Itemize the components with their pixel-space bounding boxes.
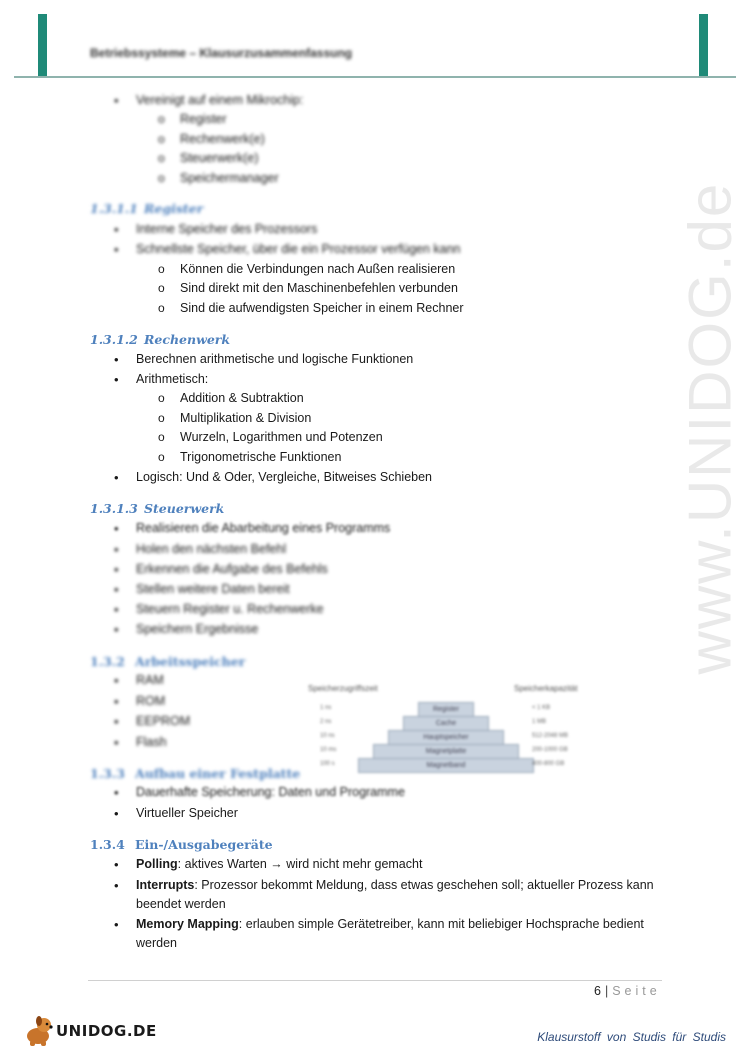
level-capacity: 400-800 GB [532, 761, 565, 767]
pyramid-level: Register [418, 702, 474, 717]
section-heading-steuerwerk: 1.3.1.3 Steuerwerk [90, 501, 225, 516]
section-heading-arbeitsspeicher: 1.3.2 Arbeitsspeicher [90, 654, 246, 669]
watermark: www.UNIDOG.de [676, 181, 744, 675]
header-bar-right [699, 14, 708, 78]
footer-slogan: Klausurstoff von Studis für Studis [537, 1030, 726, 1044]
figure-caption-right: Speicherkapazität [514, 684, 578, 693]
dog-icon [22, 1012, 56, 1048]
header-bar-left [38, 14, 47, 78]
pyramid-level: Cache [403, 716, 489, 731]
unidog-logo: UNIDOG.DE [22, 1012, 152, 1048]
level-capacity: < 1 KB [532, 705, 551, 711]
section-heading-register: 1.3.1.1 Register [90, 201, 204, 216]
level-access-time: 2 ns [320, 719, 332, 725]
footer-rule [88, 980, 662, 981]
header-title: Betriebssysteme – Klausurzusammenfassung [90, 46, 353, 60]
level-access-time: 10 ms [320, 747, 337, 753]
pyramid-level: Magnetplatte [373, 744, 519, 759]
section-heading-io: 1.3.4 Ein-/Ausgabegeräte [90, 837, 273, 852]
figure-caption-left: Speicherzugriffszeit [308, 684, 378, 693]
level-access-time: 1 ns [320, 705, 332, 711]
page-number: 6 | Seite [594, 984, 661, 998]
section-heading-rechenwerk: 1.3.1.2 Rechenwerk [90, 332, 231, 347]
level-access-time: 100 s [320, 761, 335, 767]
level-capacity: 512-2048 MB [532, 733, 569, 739]
pyramid-level: Hauptspeicher [388, 730, 504, 745]
section-heading-festplatte: 1.3.3 Aufbau einer Festplatte [90, 766, 301, 781]
level-capacity: 1 MB [532, 719, 547, 725]
header-rule [14, 76, 736, 78]
pyramid-level: Magnetband [358, 758, 534, 773]
memory-hierarchy-figure [300, 678, 590, 778]
level-capacity: 200-1000 GB [532, 747, 568, 753]
level-access-time: 10 ns [320, 733, 335, 739]
